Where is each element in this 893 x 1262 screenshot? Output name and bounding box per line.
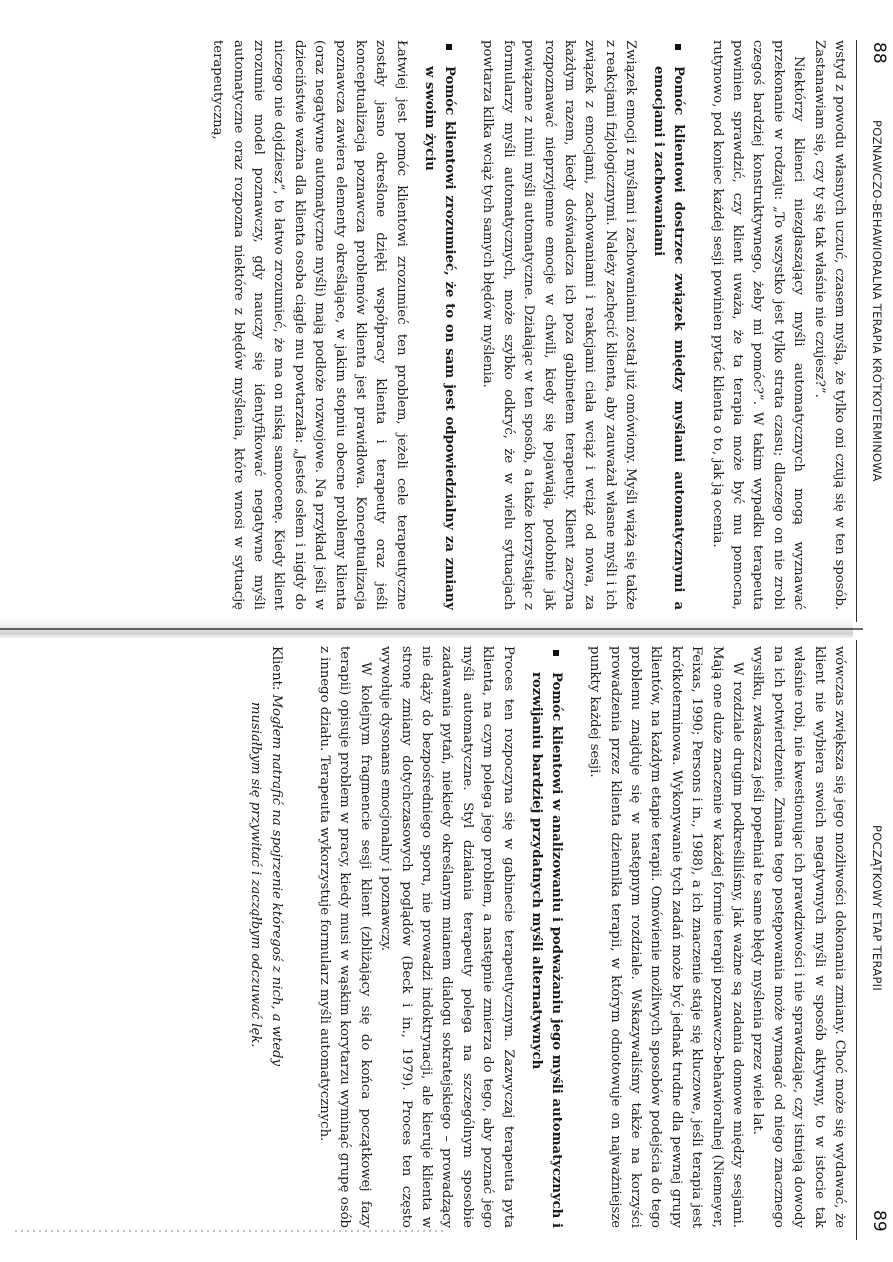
- page-edge-dots: [13, 1230, 443, 1232]
- book-gutter-line: [0, 628, 863, 630]
- section-heading: Pomóc klientowi dostrzec związek między myślami automatycznymi a emocjami i zachowaniami: [648, 40, 688, 610]
- dialog-speaker: Klient:: [268, 646, 284, 691]
- section-heading: Pomóc klientowi zrozumieć, że to on sam jest odpowiedzialny za zmiany w swoim życiu: [419, 40, 459, 610]
- running-head: POZNAWCZO-BEHAWIORALNA TERAPIA KRÓTKOTERMINOWA: [870, 120, 884, 482]
- paragraph: wówczas zwiększa się jego możliwości dokonania zmiany. Choć może się wydawać, że klient nie wybiera swoich negatywnych myśli w sposób aktywny, to w istocie tak właśnie robi, nie kwestionując ich prawdziwości i nie sprawdzając, czy istnieją dowody na ich potwierdzenie. Zmiana tego postępowania może wymagać od niego znacznego wysiłku, zwłaszcza jeśli popełniał te same błędy myślenia przez wiele lat.: [750, 646, 847, 1228]
- header-rule: [856, 40, 857, 622]
- paragraph: Związek emocji z myślami i zachowaniami został już omówiony. Myśli wiążą się także z reakcjami fizjologicznymi. Należy zachęcić klienta, aby zauważał własne myśli i ich związek z emocjami, zachowaniami i reakcjami ciała wciąż i wciąż od nowa, za każdym razem, kiedy doświadcza ich poza gabinetem terapeuty. Klient zaczyna rozpoznawać nieprzyjemne emocje w chwili, kiedy się pojawiają, podobnie jak powiązane z nimi myśli automatyczne. Działając w ten sposób, a także korzystając z formularzy myśli automatycznych, może szybko odkryć, że w wielu sytuacjach powtarza kilka wciąż tych samych błędów myślenia.: [480, 40, 639, 610]
- running-head: POCZĄTKOWY ETAP TERAPII: [870, 825, 884, 992]
- dialog-line: musiałbym się przywitać i zacząłbym odczuwać lęk.: [248, 702, 264, 1048]
- bullet-icon: [446, 44, 452, 50]
- paragraph: Niektórzy klienci niezgłaszający myśli automatycznych mogą wyznawać przekonanie w rodzaju: „To wszystko jest tylko strata czasu; dlaczego on nie zrobi czegoś bardziej konstruktywnego, żeby mi pomóc?”. W takim wypadku terapeuta powinien sprawdzić, czy klient uważa, że ta terapia może być mu pomocna, rutynowo, pod koniec każdej sesji powinien pytać klienta o to, jak ją ocenia.: [709, 40, 807, 610]
- paragraph: wstyd z powodu własnych uczuć, czasem myślą, że tylko oni czują się w ten sposób. Zastanawiam się, czy ty się tak właśnie nie czujesz?”.: [811, 40, 847, 610]
- paragraph: Proces ten rozpoczyna się w gabinecie terapeutycznym. Zazwyczaj terapeuta pyta klienta, na czym polega jego problem, a następnie zmierza do tego, aby poznać jego myśli automatyczne. Styl działania terapeuty polega na szczególnym sposobie zadawania pytań, niekiedy określanym mianem dialogu sokratejskiego – prowadzący nie dąży do bezpośredniego sporu, nie prowadzi indoktrynacji, ale kieruje klienta w stronę zmiany dotychczasowych poglądów (Beck i in., 1979). Proces ten często wywołuje dysonans emocjonalny i poznawczy.: [378, 646, 516, 1228]
- dialog-excerpt: [245, 646, 286, 1228]
- book-gutter-shadow: [0, 616, 853, 638]
- page-number: 89: [869, 1210, 889, 1232]
- dialog-line: Mogłem natrafić na spojrzenie któregoś z nich, a wtedy: [268, 694, 284, 1067]
- left-page: [0, 0, 893, 620]
- bullet-icon: [675, 44, 681, 50]
- left-page-body: [207, 40, 849, 610]
- page-number: 88: [869, 42, 889, 64]
- paragraph: W rozdziale drugim podkreśliliśmy, jak ważne są zadania domowe między sesjami. Mają one duże znaczenie w każdej formie terapii poznawczo-behawioralnej (Niemeyer, Feixas, 1990; Persons i in., 1988), a ich znaczenie staje się kluczowe, jeśli terapia jest krótkoterminowa. Wykonywanie tych zadań może być jednak trudne dla pewnej grupy klientów, na każdym etapie terapii. Omówienie możliwych sposobów podejścia do tego problemu znajduje się w następnym rozdziale. Wskazywaliśmy także na korzyści prowadzenia przez klienta dziennika terapii, w którym odnotowuje on najważniejsze punkty każdej sesji.: [587, 646, 745, 1228]
- right-page: [0, 640, 893, 1262]
- paragraph: W kolejnym fragmencie sesji klient (zbliżający się do końca początkowej fazy terapii) opisuje problem w pracy, kiedy musi w wąskim korytarzu wyminąć grupę osób z innego działu. Terapeuta wykorzystuje formularz myśli automatycznych.: [317, 646, 373, 1228]
- section-heading: Pomóc klientowi w analizowaniu i podważaniu jego myśli automatycznych i rozwijaniu bardziej przydatnych myśli alternatywnych: [526, 646, 566, 1228]
- bullet-icon: [553, 650, 559, 656]
- right-page-body: [245, 646, 849, 1228]
- paragraph: Łatwiej jest pomóc klientowi zrozumieć ten problem, jeżeli cele terapeutyczne zostały jasno określone dzięki współpracy klienta i terapeuty oraz jeśli konceptualizacja poznawcza problemów klienta jest prawidłowa. Konceptualizacja poznawcza zawiera elementy określające, w jakim stopniu obecne problemy klienta (oraz negatywne automatyczne myśli) mają podłoże rozwojowe. Na przykład jeśli w dzieciństwie ważna dla klienta osoba ciągle mu powtarzała: „Jesteś osłem i nigdy do niczego nie dojdziesz”, to łatwo zrozumieć, że ma on niską samoocenę. Kiedy klient zrozumie model poznawczy, gdy nauczy się identyfikować negatywne myśli automatyczne oraz rozpozna niektóre z błędów myślenia, które wnosi w sytuację terapeutyczną,: [210, 40, 409, 610]
- header-rule: [856, 640, 857, 1240]
